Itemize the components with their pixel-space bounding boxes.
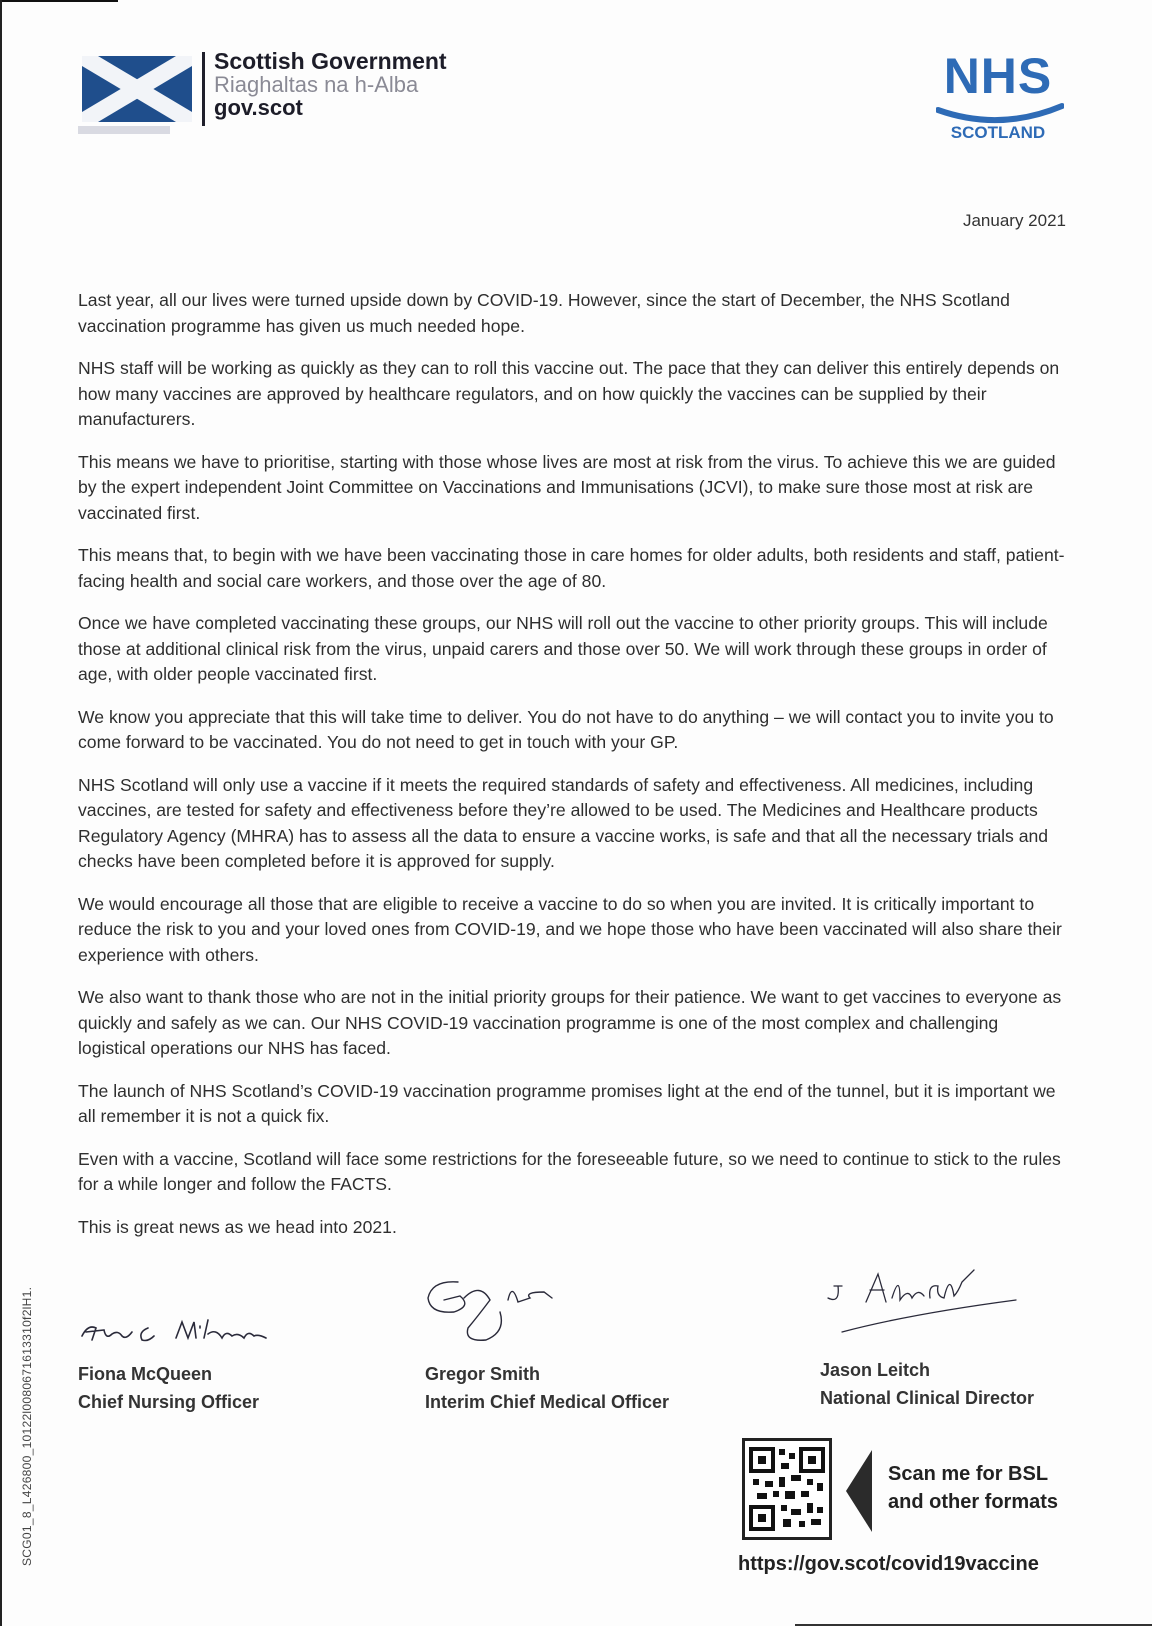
nhs-wordmark: NHS [943, 48, 1053, 104]
letter-body [78, 288, 1068, 1257]
scottish-government-wordmark [214, 50, 447, 119]
paragraph: We would encourage all those that are eligible to receive a vaccine to do so when you are invited. It is critically important to reduce the risk to you and your loved ones from COVID-19, and we hope those who have been vaccinated will also share their experience with others. [78, 893, 1062, 965]
signature-jason-leitch [820, 1262, 1030, 1340]
nhs-region: SCOTLAND [950, 123, 1046, 142]
saltire-flag-logo [78, 50, 196, 138]
signatory-name: Fiona McQueen [78, 1364, 213, 1384]
document-reference-code: SCG01_8_L426800_10122l0080671613310f2lH1. [20, 1286, 34, 1566]
qr-caption [888, 1460, 1058, 1516]
letter-date: January 2021 [962, 211, 1066, 230]
handwritten-signature-icon [76, 1310, 296, 1350]
paragraph: We know you appreciate that this will take time to deliver. You do not have to do anything – we will contact you to invite you to come forward to be vaccinated. You do not need to get in touch with your GP. [78, 706, 1054, 752]
paragraph: We also want to thank those who are not in the initial priority groups for their patience. We want to get vaccines to everyone as quickly and safely as we can. Our NHS COVID-19 vaccination programme is one of the most complex and challenging logistical operations our NHS has faced. [78, 987, 1062, 1058]
arrow-left-icon [846, 1450, 872, 1532]
signatory-name: Gregor Smith [425, 1364, 541, 1384]
paragraph: The launch of NHS Scotland’s COVID-19 vaccination programme promises light at the end of the tunnel, but it is important we all remember it is not a quick fix. [78, 1080, 1056, 1126]
signatory-title: Interim Chief Medical Officer [425, 1392, 670, 1412]
paragraph: Even with a vaccine, Scotland will face some restrictions for the foreseeable future, so we need to continue to stick to the rules for a while longer and follow the FACTS. [78, 1148, 1061, 1194]
nhs-scotland-logo [930, 50, 1066, 145]
qr-code-icon [745, 1441, 829, 1537]
paragraph: This is great news as we head into 2021. [78, 1216, 397, 1237]
vaccine-info-link[interactable]: https://gov.scot/covid19vaccine [738, 1553, 1039, 1575]
qr-caption-line: Scan me for BSL [888, 1463, 1049, 1485]
nhs-swoosh-icon [936, 102, 1064, 124]
signatory-fiona-mcqueen [78, 1360, 259, 1416]
logo-divider [202, 52, 205, 126]
paragraph: This means that, to begin with we have been vaccinating those in care homes for older adults, both residents and staff, patient-facing health and social care workers, and those over the age of 80. [78, 545, 1065, 591]
qr-caption-line: and other formats [888, 1491, 1059, 1513]
paragraph: Last year, all our lives were turned upside down by COVID-19. However, since the start of December, the NHS Scotland vaccination programme has given us much needed hope. [78, 290, 1010, 336]
handwritten-signature-icon [820, 1262, 1030, 1340]
signature-gregor-smith [420, 1272, 570, 1350]
signatory-name: Jason Leitch [820, 1360, 931, 1380]
signature-fiona-mcqueen [76, 1310, 296, 1350]
signatory-title: National Clinical Director [820, 1388, 1035, 1408]
signatory-jason-leitch [820, 1356, 1034, 1412]
sg-website: gov.scot [214, 95, 303, 120]
sg-name: Scottish Government [214, 48, 447, 74]
scan-edge [0, 0, 118, 2]
sg-gaelic-name: Riaghaltas na h-Alba [214, 72, 419, 97]
scan-edge [0, 0, 2, 1626]
signatory-title: Chief Nursing Officer [78, 1392, 260, 1412]
paragraph: Once we have completed vaccinating these groups, our NHS will roll out the vaccine to other priority groups. This will include those at additional clinical risk from the virus, unpaid carers and those over 50. We will work through these groups in order of age, with older people vaccinated first. [78, 613, 1048, 684]
handwritten-signature-icon [420, 1272, 570, 1350]
paragraph: This means we have to prioritise, starting with those whose lives are most at risk from the virus. To achieve this we are guided by the expert independent Joint Committee on Vaccinations and Immunisations (JCVI), to make sure those most at risk are vaccinated first. [78, 451, 1056, 523]
signatory-gregor-smith [425, 1360, 669, 1416]
paragraph: NHS Scotland will only use a vaccine if it meets the required standards of safety and effectiveness. All medicines, including vaccines, are tested for safety and effectiveness before they’re allowed to be used. The Medicines and Healthcare products Regulatory Agency (MHRA) has to assess all the data to ensure a vaccine works, is safe and that all the necessary trials and checks have been completed before it is approved for supply. [78, 774, 1049, 871]
qr-code[interactable] [742, 1438, 832, 1540]
paragraph: NHS staff will be working as quickly as they can to roll this vaccine out. The pace that they can deliver this entirely depends on how many vaccines are approved by healthcare regulators, and on how quickly the vaccines can be supplied by their manufacturers. [78, 358, 1060, 429]
